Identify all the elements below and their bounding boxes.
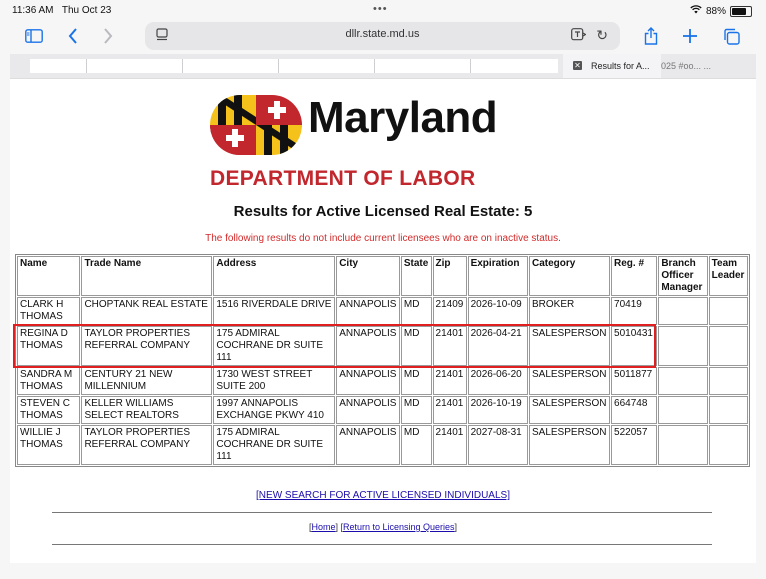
table-cell: 2026-10-19 (468, 396, 528, 424)
table-row (17, 297, 748, 325)
table-cell (709, 396, 748, 424)
table-cell (658, 396, 707, 424)
table-cell: 5010431 (611, 326, 657, 366)
new-search-link[interactable]: [NEW SEARCH FOR ACTIVE LICENSED INDIVIDUALS] (256, 490, 510, 501)
reload-icon[interactable]: ↻ (596, 27, 608, 43)
table-cell: 2026-04-21 (468, 326, 528, 366)
table-cell: 175 ADMIRAL COCHRANE DR SUITE 111 (213, 326, 335, 366)
tab-results-label: Results for A... (591, 61, 650, 71)
new-search-link-wrapper (10, 490, 756, 501)
table-row (17, 396, 748, 424)
table-cell: TAYLOR PROPERTIES REFERRAL COMPANY (81, 326, 212, 366)
table-cell (658, 425, 707, 465)
status-time: 11:36 AM Thu Oct 23 (12, 5, 112, 16)
column-header: Branch Officer Manager (658, 256, 707, 296)
table-cell: SALESPERSON (529, 326, 610, 366)
table-cell: 2026-06-20 (468, 367, 528, 395)
url-text[interactable]: dllr.state.md.us (345, 28, 420, 40)
column-header: Trade Name (81, 256, 212, 296)
table-row (17, 326, 748, 366)
header-row (17, 256, 748, 296)
table-cell: 21401 (433, 367, 467, 395)
battery-status (690, 5, 752, 17)
table-cell: BROKER (529, 297, 610, 325)
return-link[interactable]: Return to Licensing Queries (342, 522, 455, 532)
table-cell: SALESPERSON (529, 367, 610, 395)
table-cell: SANDRA M THOMAS (17, 367, 80, 395)
web-page (10, 79, 756, 563)
table-cell (709, 425, 748, 465)
table-cell (709, 297, 748, 325)
table-cell: CHOPTANK REAL ESTATE (81, 297, 212, 325)
tab-divider (374, 59, 375, 73)
battery-percent: 88% (705, 5, 726, 17)
column-header: Reg. # (611, 256, 657, 296)
share-icon[interactable] (639, 24, 663, 48)
table-cell: STEVEN C THOMAS (17, 396, 80, 424)
table-cell: 1516 RIVERDALE DRIVE (213, 297, 335, 325)
divider (52, 544, 712, 545)
back-icon[interactable] (61, 24, 85, 48)
tab-divider (182, 59, 183, 73)
table-cell: 1997 ANNAPOLIS EXCHANGE PKWY 410 (213, 396, 335, 424)
column-header: Address (213, 256, 335, 296)
table-cell: REGINA D THOMAS (17, 326, 80, 366)
table-cell: CLARK H THOMAS (17, 297, 80, 325)
table-cell: ANNAPOLIS (336, 326, 400, 366)
results-title: Results for Active Licensed Real Estate: 5 (233, 203, 533, 220)
close-tab-icon[interactable]: ✕ (574, 61, 581, 70)
results-table (15, 254, 750, 467)
table-cell: 70419 (611, 297, 657, 325)
table-cell: 21409 (433, 297, 467, 325)
table-cell: ANNAPOLIS (336, 297, 400, 325)
address-bar[interactable] (145, 22, 620, 50)
battery-icon (730, 6, 752, 17)
maryland-labor-logo (210, 93, 570, 193)
table-row (17, 425, 748, 465)
column-header: Zip (433, 256, 467, 296)
table-cell: 5011877 (611, 367, 657, 395)
table-cell: MD (401, 326, 432, 366)
table-cell: SALESPERSON (529, 425, 610, 465)
table-cell (658, 367, 707, 395)
table-cell: 664748 (611, 396, 657, 424)
blank-tab[interactable] (30, 59, 558, 73)
column-header: Name (17, 256, 80, 296)
table-cell: 21401 (433, 326, 467, 366)
table-cell: MD (401, 396, 432, 424)
column-header: City (336, 256, 400, 296)
forward-icon[interactable] (96, 24, 120, 48)
table-row (17, 367, 748, 395)
maryland-wordmark: Maryland (308, 93, 498, 142)
wifi-icon (690, 5, 702, 17)
column-header: Expiration (468, 256, 528, 296)
table-cell: ANNAPOLIS (336, 425, 400, 465)
table-cell: 1730 WEST STREET SUITE 200 (213, 367, 335, 395)
table-cell: CENTURY 21 NEW MILLENNIUM (81, 367, 212, 395)
table-cell: ANNAPOLIS (336, 396, 400, 424)
browser-toolbar (0, 20, 766, 52)
table-cell: 21401 (433, 425, 467, 465)
department-name: DEPARTMENT OF LABOR (210, 167, 476, 190)
table-cell: ANNAPOLIS (336, 367, 400, 395)
maryland-flag-emblem-icon (210, 95, 302, 155)
table-cell: 2027-08-31 (468, 425, 528, 465)
column-header: Category (529, 256, 610, 296)
table-body (17, 297, 748, 465)
tab-divider (278, 59, 279, 73)
table-cell: MD (401, 425, 432, 465)
inactive-notice: The following results do not include current licensees who are on inactive status. (205, 233, 561, 244)
status-bar (0, 0, 766, 20)
table-cell (658, 297, 707, 325)
table-cell: SALESPERSON (529, 396, 610, 424)
multitask-dots-icon[interactable]: ••• (373, 3, 388, 15)
column-header: Team Leader (709, 256, 748, 296)
tab-overview-icon[interactable] (719, 24, 743, 48)
tab-results[interactable] (563, 54, 661, 78)
divider (52, 512, 712, 513)
home-link[interactable]: Home (311, 522, 336, 532)
table-cell (658, 326, 707, 366)
table-cell: KELLER WILLIAMS SELECT REALTORS (81, 396, 212, 424)
table-cell: 21401 (433, 396, 467, 424)
tab-divider (86, 59, 87, 73)
table-header (17, 256, 748, 296)
table-cell: MD (401, 367, 432, 395)
table-cell: MD (401, 297, 432, 325)
tab-other[interactable]: 025 #oo... ... (661, 61, 712, 71)
column-header: State (401, 256, 432, 296)
table-cell: 522057 (611, 425, 657, 465)
table-cell: WILLIE J THOMAS (17, 425, 80, 465)
tab-divider (470, 59, 471, 73)
table-cell (709, 367, 748, 395)
table-cell: TAYLOR PROPERTIES REFERRAL COMPANY (81, 425, 212, 465)
footer-links: [Home] [Return to Licensing Queries] (308, 522, 458, 532)
table-cell: 175 ADMIRAL COCHRANE DR SUITE 111 (213, 425, 335, 465)
new-tab-icon[interactable] (678, 24, 702, 48)
table-cell: 2026-10-09 (468, 297, 528, 325)
table-cell (709, 326, 748, 366)
translate-icon[interactable] (571, 28, 586, 44)
tab-bar (10, 54, 756, 79)
sidebar-icon[interactable] (22, 24, 46, 48)
